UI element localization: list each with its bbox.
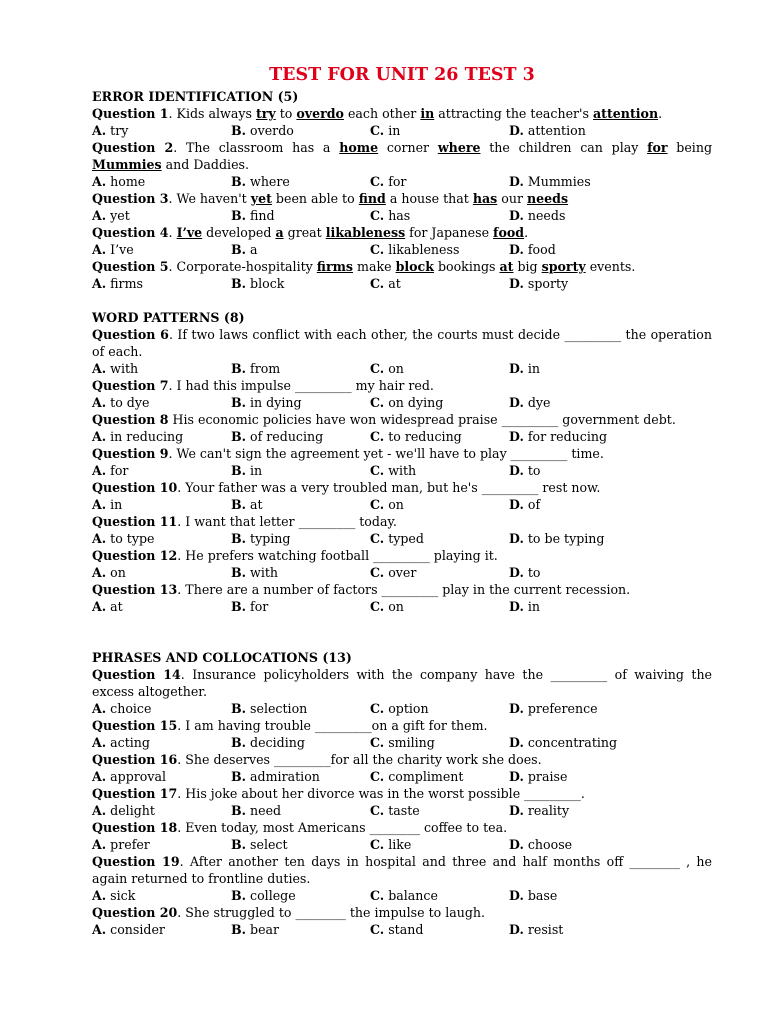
answer-option: A. in reducing [92, 429, 184, 444]
underlined-word: has [472, 191, 498, 206]
answer-option: A. choice [92, 701, 152, 716]
options-row [92, 530, 712, 547]
answer-option: C. to reducing [370, 429, 462, 444]
answer-option: D. attention [509, 123, 586, 138]
answer-option: B. typing [231, 531, 291, 546]
underlined-word: try [255, 106, 276, 121]
answer-option: D. needs [509, 208, 566, 223]
section-heading: WORD PATTERNS (8) [92, 310, 245, 325]
answer-option: C. for [370, 174, 407, 189]
sections-container [92, 88, 712, 938]
options-row [92, 275, 712, 292]
options-row [92, 734, 712, 751]
answer-option: C. on [370, 599, 404, 614]
answer-option: C. on dying [370, 395, 444, 410]
answer-option: A. acting [92, 735, 150, 750]
answer-option: D. for reducing [509, 429, 608, 444]
options-row [92, 768, 712, 785]
question-stem: Question 19. After another ten days in hospital and three and half months off ________ , he again returned to frontline duties. [92, 854, 712, 886]
answer-option: A. yet [92, 208, 130, 223]
answer-option: A. on [92, 565, 126, 580]
question-label: Question 7 [92, 378, 169, 393]
underlined-word: needs [526, 191, 569, 206]
underlined-word: Mummies [92, 157, 162, 172]
answer-option: D. Mummies [509, 174, 591, 189]
question-stem: Question 11. I want that letter _________ today. [92, 514, 397, 529]
answer-option: D. to [509, 463, 541, 478]
answer-option: A. home [92, 174, 146, 189]
underlined-word: home [339, 140, 379, 155]
options-row [92, 496, 712, 513]
question-stem: Question 5. Corporate-hospitality firms make block bookings at big sporty events. [92, 259, 636, 274]
underlined-word: in [420, 106, 435, 121]
question-stem: Question 18. Even today, most Americans ________ coffee to tea. [92, 820, 508, 835]
question-stem: Question 20. She struggled to ________ the impulse to laugh. [92, 905, 486, 920]
section-heading: ERROR IDENTIFICATION (5) [92, 89, 299, 104]
options-row [92, 173, 712, 190]
answer-option: A. try [92, 123, 129, 138]
answer-option: A. at [92, 599, 123, 614]
answer-option: B. in dying [231, 395, 302, 410]
answer-option: A. approval [92, 769, 167, 784]
options-row [92, 241, 712, 258]
question-stem: Question 16. She deserves _________for all the charity work she does. [92, 752, 542, 767]
answer-option: A. to dye [92, 395, 150, 410]
answer-option: D. sporty [509, 276, 569, 291]
answer-option: C. like [370, 837, 412, 852]
question-stem: Question 1. Kids always try to overdo each other in attracting the teacher's attention. [92, 106, 663, 121]
answer-option: A. with [92, 361, 139, 376]
options-row [92, 564, 712, 581]
answer-option: B. deciding [231, 735, 305, 750]
answer-option: B. in [231, 463, 263, 478]
section-heading: PHRASES AND COLLOCATIONS (13) [92, 650, 352, 665]
answer-option: B. bear [231, 922, 280, 937]
answer-option: D. food [509, 242, 556, 257]
options-row [92, 887, 712, 904]
answer-option: C. stand [370, 922, 424, 937]
answer-option: B. overdo [231, 123, 294, 138]
answer-option: A. delight [92, 803, 155, 818]
underlined-word: a [275, 225, 284, 240]
underlined-word: likableness [325, 225, 406, 240]
options-row [92, 394, 712, 411]
answer-option: B. where [231, 174, 290, 189]
answer-option: B. a [231, 242, 258, 257]
answer-option: C. compliment [370, 769, 464, 784]
question-label: Question 11 [92, 514, 178, 529]
answer-option: D. resist [509, 922, 564, 937]
options-row [92, 802, 712, 819]
question-stem: Question 8 His economic policies have won widespread praise _________ government debt. [92, 412, 676, 427]
answer-option: B. at [231, 497, 263, 512]
question-label: Question 19 [92, 854, 180, 869]
answer-option: D. of [509, 497, 541, 512]
answer-option: C. taste [370, 803, 420, 818]
question-label: Question 20 [92, 905, 178, 920]
answer-option: B. find [231, 208, 275, 223]
answer-option: C. has [370, 208, 411, 223]
answer-option: D. to [509, 565, 541, 580]
answer-option: B. block [231, 276, 285, 291]
underlined-word: where [437, 140, 481, 155]
answer-option: D. preference [509, 701, 598, 716]
answer-option: D. to be typing [509, 531, 605, 546]
page-title: TEST FOR UNIT 26 TEST 3 [269, 65, 535, 85]
answer-option: A. to type [92, 531, 155, 546]
question-stem: Question 9. We can't sign the agreement yet - we'll have to play _________ time. [92, 446, 604, 461]
question-label: Question 10 [92, 480, 178, 495]
answer-option: B. admiration [231, 769, 320, 784]
question-stem: Question 17. His joke about her divorce was in the worst possible _________. [92, 786, 585, 801]
question-label: Question 5 [92, 259, 169, 274]
question-label: Question 8 [92, 412, 169, 427]
answer-option: C. over [370, 565, 417, 580]
question-stem: Question 12. He prefers watching football _________ playing it. [92, 548, 498, 563]
underlined-word: yet [250, 191, 272, 206]
question-label: Question 3 [92, 191, 169, 206]
question-stem: Question 2. The classroom has a home corner where the children can play for being Mummies and Daddies. [92, 140, 713, 172]
options-row [92, 360, 712, 377]
answer-option: A. consider [92, 922, 165, 937]
question-stem: Question 3. We haven't yet been able to find a house that has our needs [92, 191, 569, 206]
question-label: Question 14 [92, 667, 181, 682]
question-stem: Question 15. I am having trouble _________on a gift for them. [92, 718, 488, 733]
question-label: Question 13 [92, 582, 178, 597]
underlined-word: overdo [296, 106, 344, 121]
answer-option: C. in [370, 123, 401, 138]
options-row [92, 598, 712, 615]
underlined-word: attention [592, 106, 659, 121]
question-stem: Question 6. If two laws conflict with each other, the courts must decide _________ the operation of each. [92, 327, 712, 359]
question-stem: Question 14. Insurance policyholders with the company have the _________ of waiving the excess altogether. [92, 667, 713, 699]
answer-option: D. base [509, 888, 558, 903]
question-label: Question 4 [92, 225, 169, 240]
options-row [92, 836, 712, 853]
answer-option: D. choose [509, 837, 573, 852]
question-stem: Question 4. I’ve developed a great likableness for Japanese food. [92, 225, 529, 240]
answer-option: A. firms [92, 276, 143, 291]
options-row [92, 462, 712, 479]
question-label: Question 1 [92, 106, 169, 121]
answer-option: C. option [370, 701, 429, 716]
answer-option: C. balance [370, 888, 438, 903]
worksheet [92, 64, 712, 938]
answer-option: A. prefer [92, 837, 150, 852]
answer-option: C. with [370, 463, 417, 478]
answer-option: B. need [231, 803, 282, 818]
answer-option: A. in [92, 497, 123, 512]
answer-option: D. praise [509, 769, 568, 784]
options-row [92, 428, 712, 445]
answer-option: D. reality [509, 803, 570, 818]
answer-option: D. in [509, 361, 541, 376]
question-stem: Question 10. Your father was a very troubled man, but he's _________ rest now. [92, 480, 601, 495]
answer-option: B. select [231, 837, 288, 852]
answer-option: D. concentrating [509, 735, 618, 750]
options-row [92, 122, 712, 139]
underlined-word: sporty [541, 259, 586, 274]
underlined-word: block [395, 259, 434, 274]
options-row [92, 921, 712, 938]
answer-option: D. dye [509, 395, 551, 410]
underlined-word: at [499, 259, 514, 274]
question-label: Question 16 [92, 752, 178, 767]
answer-option: B. for [231, 599, 269, 614]
question-label: Question 9 [92, 446, 169, 461]
answer-option: D. in [509, 599, 541, 614]
question-label: Question 17 [92, 786, 178, 801]
answer-option: C. on [370, 361, 404, 376]
answer-option: C. at [370, 276, 401, 291]
question-label: Question 15 [92, 718, 178, 733]
question-stem: Question 13. There are a number of factors _________ play in the current recession. [92, 582, 631, 597]
question-label: Question 6 [92, 327, 169, 342]
answer-option: A. sick [92, 888, 136, 903]
question-stem: Question 7. I had this impulse _________ my hair red. [92, 378, 434, 393]
answer-option: B. from [231, 361, 281, 376]
answer-option: B. college [231, 888, 296, 903]
answer-option: C. smiling [370, 735, 435, 750]
answer-option: A. for [92, 463, 129, 478]
answer-option: A. I’ve [92, 242, 134, 257]
underlined-word: food [493, 225, 525, 240]
question-label: Question 18 [92, 820, 178, 835]
options-row [92, 207, 712, 224]
underlined-word: firms [316, 259, 354, 274]
underlined-word: I’ve [176, 225, 203, 240]
answer-option: B. selection [231, 701, 308, 716]
options-row [92, 700, 712, 717]
answer-option: C. likableness [370, 242, 460, 257]
answer-option: C. on [370, 497, 404, 512]
answer-option: B. of reducing [231, 429, 324, 444]
question-label: Question 2 [92, 140, 174, 155]
answer-option: C. typed [370, 531, 424, 546]
answer-option: B. with [231, 565, 279, 580]
underlined-word: find [358, 191, 386, 206]
underlined-word: for [647, 140, 668, 155]
question-label: Question 12 [92, 548, 178, 563]
